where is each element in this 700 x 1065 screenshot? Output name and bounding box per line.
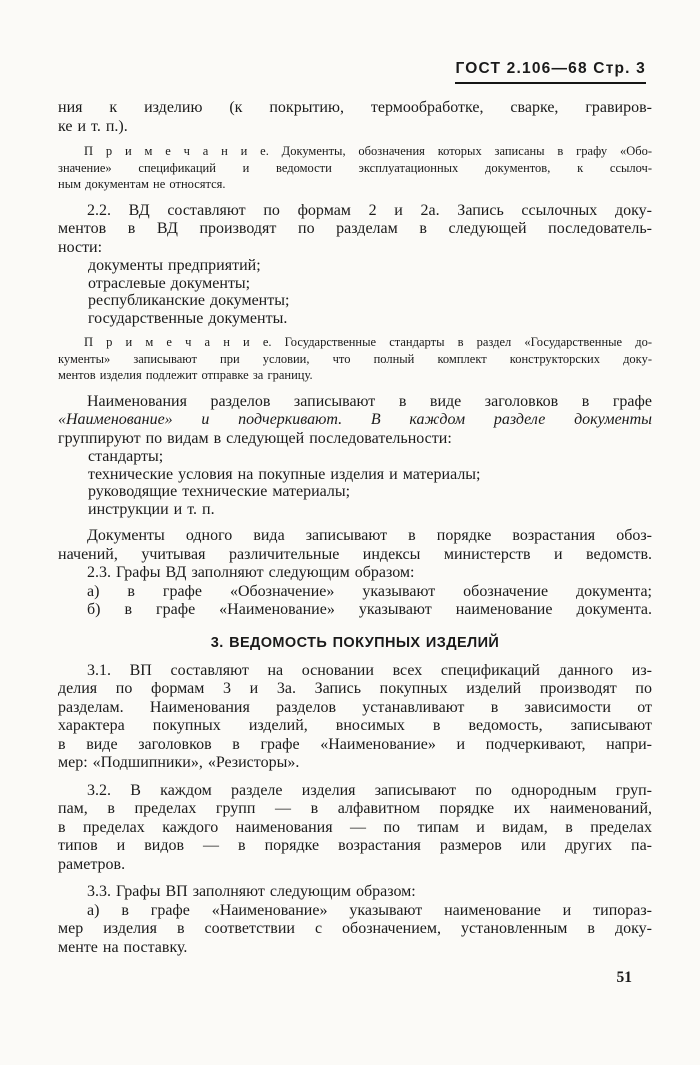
text-line: значение» спецификаций и ведомости эксплуатационных документов, к ссылоч- — [58, 160, 652, 175]
text-line: разделам. Наименования разделов устанавливают в зависимости от — [58, 698, 652, 716]
paragraph-section-names — [58, 393, 652, 449]
text-line: раметров. — [58, 855, 126, 873]
text-line: типов и видов — в порядке возрастания размеров или других па- — [58, 837, 652, 854]
text-line: П р и м е ч а н и е. Государственные стандарты в раздел «Государственные до- — [84, 335, 652, 349]
text-line: 3. ВЕДОМОСТЬ ПОКУПНЫХ ИЗДЕЛИЙ — [210, 634, 500, 651]
text-line: 3.2. В каждом разделе изделия записывают по однородным груп- — [87, 781, 652, 799]
text-line: мер изделия в соответствии с обозначением, установленным в доку- — [58, 920, 652, 937]
list-item: инструкции и т. п. — [88, 500, 215, 518]
list-item: руководящие технические материалы; — [88, 483, 351, 500]
text-line: ным документам не относятся. — [58, 177, 226, 191]
text-line: ментов в ВД производят по разделам в следующей последователь- — [58, 220, 652, 237]
text-line: группируют по видам в следующей последовательности: — [58, 429, 452, 447]
text-line: а) в графе «Наименование» указывают наименование и типораз- — [87, 901, 652, 919]
text-line: делия по формам 3 и 3а. Запись покупных изделий производят по — [58, 680, 652, 697]
clause-2-2 — [58, 202, 652, 258]
text-line: ния к изделию (к покрытию, термообработке, сварке, гравиров- — [58, 99, 652, 116]
text-line: ности: — [58, 238, 103, 256]
list-item: документы предприятий; — [88, 257, 261, 274]
text-line: характера покупных изделий, вносимых в ведомость, записывают — [58, 717, 652, 734]
text-line: в виде заголовков в графе «Наименование» и подчеркивают, напри- — [58, 735, 652, 753]
text-line: мер: «Подшипники», «Резисторы». — [58, 754, 300, 771]
document-types-list — [58, 448, 652, 518]
text-line: 2.2. ВД составляют по формам 2 и 2а. Запись ссылочных доку- — [87, 201, 652, 219]
paragraph-continuation — [58, 99, 652, 136]
note-state-standards — [58, 334, 652, 384]
text-line: Документы одного вида записывают в порядке возрастания обоз- — [87, 527, 652, 544]
document-content — [58, 99, 652, 957]
list-item: технические условия на покупные изделия и материалы; — [88, 465, 481, 483]
clause-3-1 — [58, 662, 652, 773]
list-item: государственные документы. — [88, 309, 288, 327]
text-line: пам, в пределах групп — в алфавитном порядке их наименований, — [58, 800, 652, 817]
list-item: отраслевые документы; — [88, 274, 251, 292]
clause-3-2 — [58, 782, 652, 875]
text-line: ке и т. п.). — [58, 117, 128, 135]
text-line: кументы» записывают при условии, что полный комплект конструкторских доку- — [58, 351, 652, 366]
text-line: «Наименование» и подчеркивают. В каждом разделе документы — [58, 411, 652, 428]
list-item: стандарты; — [88, 448, 164, 465]
text-line: 3.1. ВП составляют на основании всех спецификаций данного из- — [87, 661, 652, 679]
standard-reference: ГОСТ 2.106—68 Стр. 3 — [455, 60, 646, 84]
section-3-heading — [58, 634, 652, 652]
text-line: начений, учитывая различительные индексы министерств и ведомств. — [58, 545, 652, 563]
list-item: республиканские документы; — [88, 292, 290, 309]
text-line: 3.3. Графы ВП заполняют следующим образом: — [87, 883, 416, 900]
note-referenced-documents — [58, 143, 652, 193]
text-line: б) в графе «Наименование» указывают наименование документа. — [87, 601, 652, 618]
text-line: 2.3. Графы ВД заполняют следующим образом: — [87, 564, 415, 581]
page-number: 51 — [616, 969, 632, 986]
clause-3-3 — [58, 883, 652, 957]
text-line: менте на поставку. — [58, 938, 188, 956]
text-line: Наименования разделов записывают в виде заголовков в графе — [87, 392, 652, 410]
text-line: ментов изделия подлежит отправке за границу. — [58, 368, 313, 382]
text-line: а) в графе «Обозначение» указывают обозначение документа; — [87, 582, 652, 600]
text-line: в пределах каждого наименования — по типам и видам, в пределах — [58, 818, 652, 836]
document-kinds-list — [58, 257, 652, 327]
clause-2-3 — [58, 527, 652, 620]
text-line: П р и м е ч а н и е. Документы, обозначения которых записаны в графу «Обо- — [84, 144, 652, 158]
running-header — [58, 60, 646, 86]
